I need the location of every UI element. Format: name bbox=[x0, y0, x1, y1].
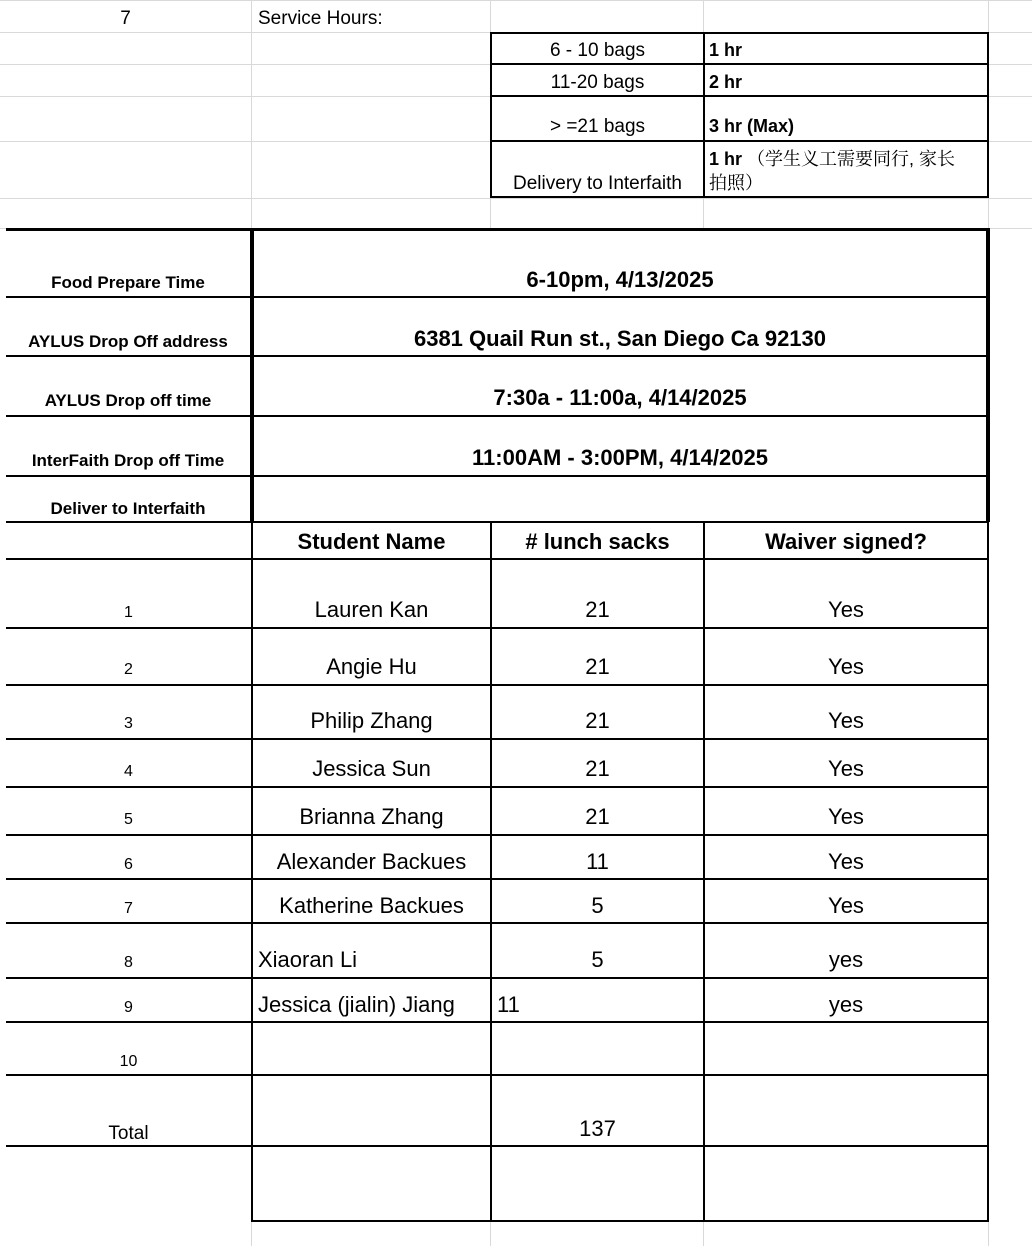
row-num-5: 5 bbox=[124, 811, 133, 828]
info-label-food-prepare-time: Food Prepare Time bbox=[51, 273, 205, 292]
lunch-sacks-2: 21 bbox=[585, 654, 610, 679]
row-num-9: 9 bbox=[124, 999, 133, 1016]
student-name-8: Xiaoran Li bbox=[258, 947, 358, 972]
lunch-sacks-6: 11 bbox=[586, 849, 609, 874]
row-num-2: 2 bbox=[124, 661, 133, 678]
service-hours-1: 1 hr bbox=[709, 40, 743, 60]
info-value-dropoff-address: 6381 Quail Run st., San Diego Ca 92130 bbox=[413, 326, 827, 351]
info-value-interfaith-time: 11:00AM - 3:00PM, 4/14/2025 bbox=[472, 445, 768, 470]
student-name-1: Lauren Kan bbox=[314, 597, 429, 622]
total-label: Total bbox=[108, 1123, 149, 1144]
waiver-6: Yes bbox=[828, 849, 864, 874]
info-label-interfaith-time: InterFaith Drop off Time bbox=[31, 451, 225, 470]
row-num-10: 10 bbox=[119, 1053, 138, 1070]
info-value-food-prepare-time: 6-10pm, 4/13/2025 bbox=[526, 267, 714, 292]
waiver-5: Yes bbox=[828, 804, 864, 829]
lunch-sacks-4: 21 bbox=[585, 756, 610, 781]
lunch-sacks-9: 11 bbox=[497, 992, 520, 1017]
waiver-1: Yes bbox=[828, 597, 864, 622]
row-num-3: 3 bbox=[124, 715, 133, 732]
service-range-1: 6 - 10 bags bbox=[549, 40, 646, 61]
service-range-2: 11-20 bags bbox=[550, 72, 645, 93]
row-num-4: 4 bbox=[124, 763, 133, 780]
row-num-6: 6 bbox=[124, 856, 133, 873]
total-lunch-sacks: 137 bbox=[579, 1116, 616, 1141]
service-range-4: Delivery to Interfaith bbox=[513, 173, 682, 194]
service-hours-4-note: （学生义工需要同行, 家长 bbox=[747, 149, 956, 169]
info-value-dropoff-time: 7:30a - 11:00a, 4/14/2025 bbox=[493, 385, 747, 410]
info-label-dropoff-address: AYLUS Drop Off address bbox=[28, 332, 228, 351]
waiver-3: Yes bbox=[828, 708, 864, 733]
header-waiver-signed: Waiver signed? bbox=[765, 529, 927, 554]
waiver-7: Yes bbox=[828, 893, 864, 918]
service-hours-4-line1 bbox=[709, 150, 955, 168]
lunch-sacks-1: 21 bbox=[585, 597, 610, 622]
service-hours-2: 2 hr bbox=[709, 72, 743, 92]
header-student-name: Student Name bbox=[297, 529, 446, 554]
waiver-2: Yes bbox=[828, 654, 864, 679]
service-hours-4-bold: 1 hr bbox=[709, 149, 743, 169]
waiver-9: yes bbox=[828, 992, 864, 1017]
info-label-dropoff-time: AYLUS Drop off time bbox=[44, 391, 212, 410]
header-lunch-sacks: # lunch sacks bbox=[525, 529, 670, 554]
row-num-1: 1 bbox=[124, 604, 133, 621]
lunch-sacks-7: 5 bbox=[591, 893, 604, 918]
student-name-4: Jessica Sun bbox=[312, 756, 431, 781]
student-name-5: Brianna Zhang bbox=[299, 804, 444, 829]
student-name-3: Philip Zhang bbox=[310, 708, 433, 733]
service-hours-4-line2: 拍照） bbox=[709, 173, 763, 193]
student-name-6: Alexander Backues bbox=[276, 849, 467, 874]
service-hours-3: 3 hr (Max) bbox=[709, 116, 795, 136]
waiver-8: yes bbox=[828, 947, 864, 972]
student-name-9: Jessica (jialin) Jiang bbox=[258, 992, 455, 1017]
info-label-deliver-interfaith: Deliver to Interfaith bbox=[50, 499, 206, 518]
row-num-7: 7 bbox=[124, 900, 133, 917]
lunch-sacks-5: 21 bbox=[585, 804, 610, 829]
lunch-sacks-8: 5 bbox=[591, 947, 604, 972]
waiver-4: Yes bbox=[828, 756, 864, 781]
row-number: 7 bbox=[120, 8, 131, 29]
service-hours-label: Service Hours: bbox=[258, 8, 383, 29]
row-num-8: 8 bbox=[124, 954, 133, 971]
lunch-sacks-3: 21 bbox=[585, 708, 610, 733]
student-name-7: Katherine Backues bbox=[279, 893, 464, 918]
student-name-2: Angie Hu bbox=[326, 654, 417, 679]
service-range-3: > =21 bags bbox=[549, 116, 646, 137]
